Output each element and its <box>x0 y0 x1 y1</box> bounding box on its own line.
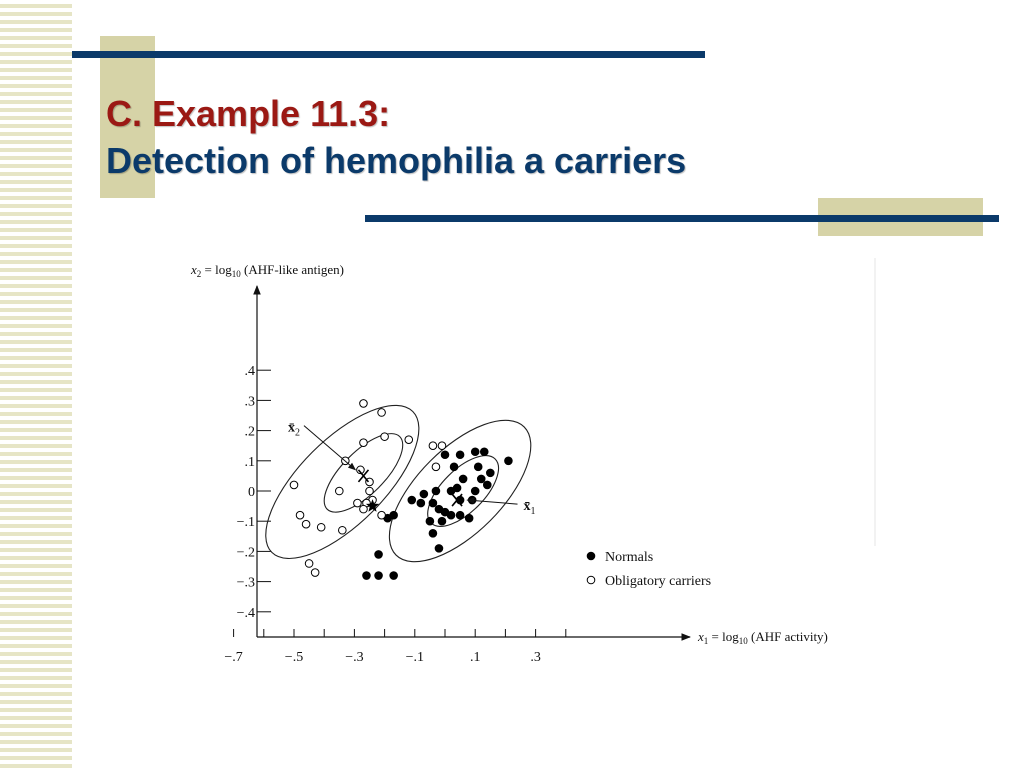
carrier-point-3 <box>360 439 368 447</box>
carrier-point-21 <box>339 526 347 534</box>
normals-point-6 <box>474 463 482 471</box>
y-tick-label-1: .3 <box>244 394 255 410</box>
x-tick-label-1: −.5 <box>284 650 304 665</box>
normals-point-25 <box>465 514 473 522</box>
normals-point-4 <box>505 457 513 465</box>
carrier-point-6 <box>438 442 446 450</box>
normals-point-13 <box>432 487 440 495</box>
x-axis-label: $x_1 = \log_{10} (AHF$ activity) <box>698 629 828 646</box>
normals-point-20 <box>417 499 425 507</box>
carrier-point-0 <box>360 400 368 408</box>
x-tick-label-2: −.3 <box>345 650 364 665</box>
normals-point-1 <box>456 451 464 459</box>
normals-point-31 <box>435 545 443 553</box>
normals-point-14 <box>420 490 428 498</box>
y-tick-label-3: .1 <box>244 454 255 470</box>
carrier-point-1 <box>378 409 386 417</box>
normals-point-10 <box>483 481 491 489</box>
carrier-point-22 <box>305 560 313 568</box>
normals-point-30 <box>429 529 437 537</box>
y-tick-label-0: .4 <box>244 364 255 380</box>
carrier-point-9 <box>290 481 298 489</box>
carrier-point-15 <box>360 505 368 513</box>
carrier-point-16 <box>378 511 386 519</box>
legend-label-1: Obligatory carriers <box>605 574 712 589</box>
y-tick-label-8: −.4 <box>236 605 255 621</box>
normals-point-34 <box>375 572 383 580</box>
normals-point-27 <box>426 517 434 525</box>
normals-point-9 <box>477 475 485 483</box>
mean-arrow-xbar2 <box>304 426 356 470</box>
mean-label-xbar1: $x̄_1$ <box>523 499 536 518</box>
carrier-point-4 <box>405 436 413 444</box>
normals-point-19 <box>429 499 437 507</box>
carrier-point-18 <box>296 511 304 519</box>
normals-point-8 <box>459 475 467 483</box>
slide-title-line-1: C. Example 11.3: <box>106 93 391 134</box>
slide-title-line-2: Detection of hemophilia a carriers <box>106 140 687 181</box>
y-axis-label: $x_2 = \log_{10}$ (AHF-like antigen) <box>191 262 344 279</box>
normals-point-5 <box>450 463 458 471</box>
legend-marker-1 <box>587 576 595 584</box>
normals-point-28 <box>438 517 446 525</box>
normals-point-33 <box>363 572 371 580</box>
normals-point-2 <box>471 448 479 456</box>
carrier-point-12 <box>366 487 374 495</box>
normals-point-12 <box>471 487 479 495</box>
x-tick-label-4: .1 <box>469 650 481 665</box>
x-tick-label-5: .3 <box>530 650 541 665</box>
decorative-bar-bottom <box>365 215 999 222</box>
carrier-point-19 <box>302 520 310 528</box>
x-tick-label-3: −.1 <box>405 650 425 665</box>
scatter-figure <box>185 256 885 676</box>
decorative-stripe-band <box>0 0 72 768</box>
carrier-point-23 <box>311 569 319 577</box>
legend-label-0: Normals <box>605 550 654 565</box>
normals-point-35 <box>390 572 398 580</box>
normals-point-7 <box>487 469 495 477</box>
y-tick-label-7: −.3 <box>236 575 255 591</box>
normals-point-23 <box>447 511 455 519</box>
carrier-point-5 <box>429 442 437 450</box>
normals-point-18 <box>408 496 416 504</box>
normals-point-15 <box>447 487 455 495</box>
normals-point-32 <box>375 551 383 559</box>
carrier-point-17 <box>354 499 362 507</box>
normals-point-0 <box>441 451 449 459</box>
y-tick-label-4: 0 <box>248 485 255 500</box>
carrier-point-24 <box>432 463 440 471</box>
mean-label-xbar2: $x̄_2$ <box>287 420 300 439</box>
y-tick-label-2: .2 <box>244 424 255 440</box>
y-tick-label-6: −.2 <box>236 545 255 561</box>
x-tick-label-0: −.7 <box>224 650 243 665</box>
legend-marker-0 <box>587 552 595 560</box>
carrier-point-20 <box>317 523 325 531</box>
carrier-point-10 <box>336 487 344 495</box>
normals-point-3 <box>480 448 488 456</box>
y-tick-label-5: −.1 <box>236 515 255 531</box>
carrier-point-2 <box>381 433 389 441</box>
decorative-bar-top <box>72 51 705 58</box>
normals-point-24 <box>456 511 464 519</box>
